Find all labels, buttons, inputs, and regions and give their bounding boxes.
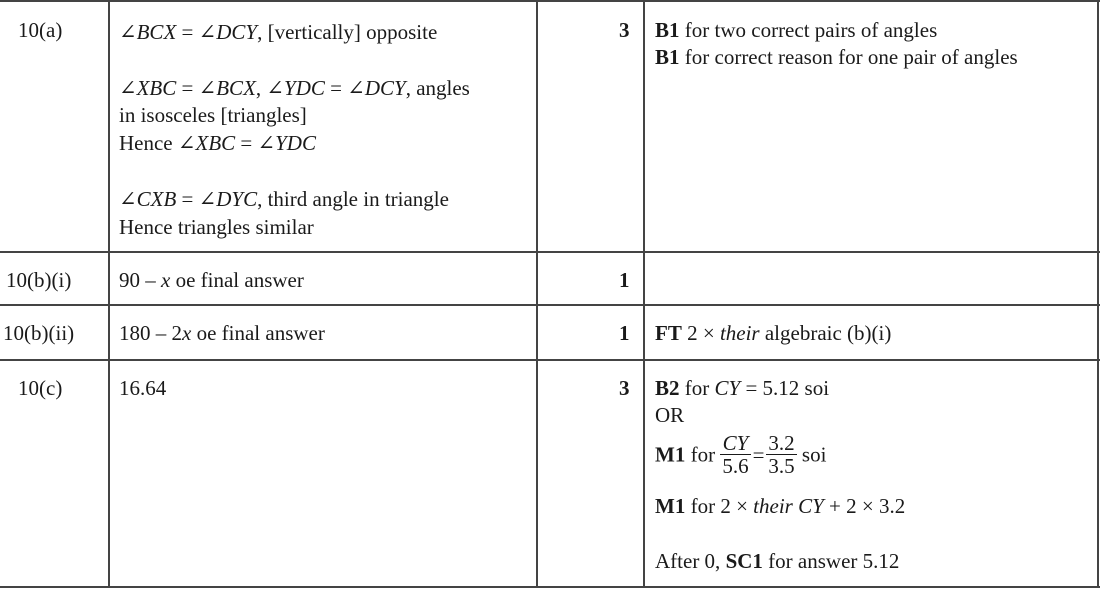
guidance-line: M1 for 2 × their CY + 2 × 3.2 [655, 494, 906, 518]
row-rule-top [0, 0, 1100, 2]
question-number: 10(b)(ii) [3, 321, 75, 345]
question-number: 10(a) [18, 18, 63, 42]
answer-line: ∠BCX = ∠DCY, [vertically] opposite [119, 20, 438, 44]
fraction: $\frac{3.2}{3.5}$ [768, 431, 795, 478]
answer-line: ∠CXB = ∠DYC, third angle in triangle [119, 187, 449, 211]
col-rule-mark [643, 0, 645, 588]
guidance-line: B1 for correct reason for one pair of angles [655, 45, 1018, 69]
row-rule-1 [0, 251, 1100, 253]
guidance-line: M1 for $\frac{CY}{5.6}$ = $\frac{3.2}{3.5}$ soi [655, 431, 827, 478]
answer-line: Hence ∠XBC = ∠YDC [119, 131, 316, 155]
mark-value: 1 [619, 321, 630, 345]
row-rule-2 [0, 304, 1100, 306]
col-rule-right [1097, 0, 1099, 588]
guidance-line: FT 2 × their algebraic (b)(i) [655, 321, 892, 345]
answer-line: Hence triangles similar [119, 215, 314, 239]
question-number: 10(b)(i) [6, 268, 72, 292]
mark-value: 1 [619, 268, 630, 292]
answer-line: ∠XBC = ∠BCX, ∠YDC = ∠DCY, angles [119, 76, 470, 100]
guidance-line: B1 for two correct pairs of angles [655, 18, 938, 42]
question-number: 10(c) [18, 376, 63, 400]
row-rule-3 [0, 359, 1100, 361]
col-rule-answer [536, 0, 538, 588]
answer-line: 180 – 2x oe final answer [119, 321, 325, 345]
mark-value: 3 [619, 376, 630, 400]
answer-line: 16.64 [119, 376, 167, 400]
guidance-line: OR [655, 403, 685, 427]
row-rule-bottom [0, 586, 1100, 588]
col-rule-question [108, 0, 110, 588]
answer-line: 90 – x oe final answer [119, 268, 304, 292]
answer-line: in isosceles [triangles] [119, 103, 307, 127]
guidance-line: B2 for CY = 5.12 soi [655, 376, 830, 400]
guidance-line: After 0, SC1 for answer 5.12 [655, 549, 900, 573]
mark-value: 3 [619, 18, 630, 42]
fraction: $\frac{CY}{5.6}$ [722, 431, 749, 478]
